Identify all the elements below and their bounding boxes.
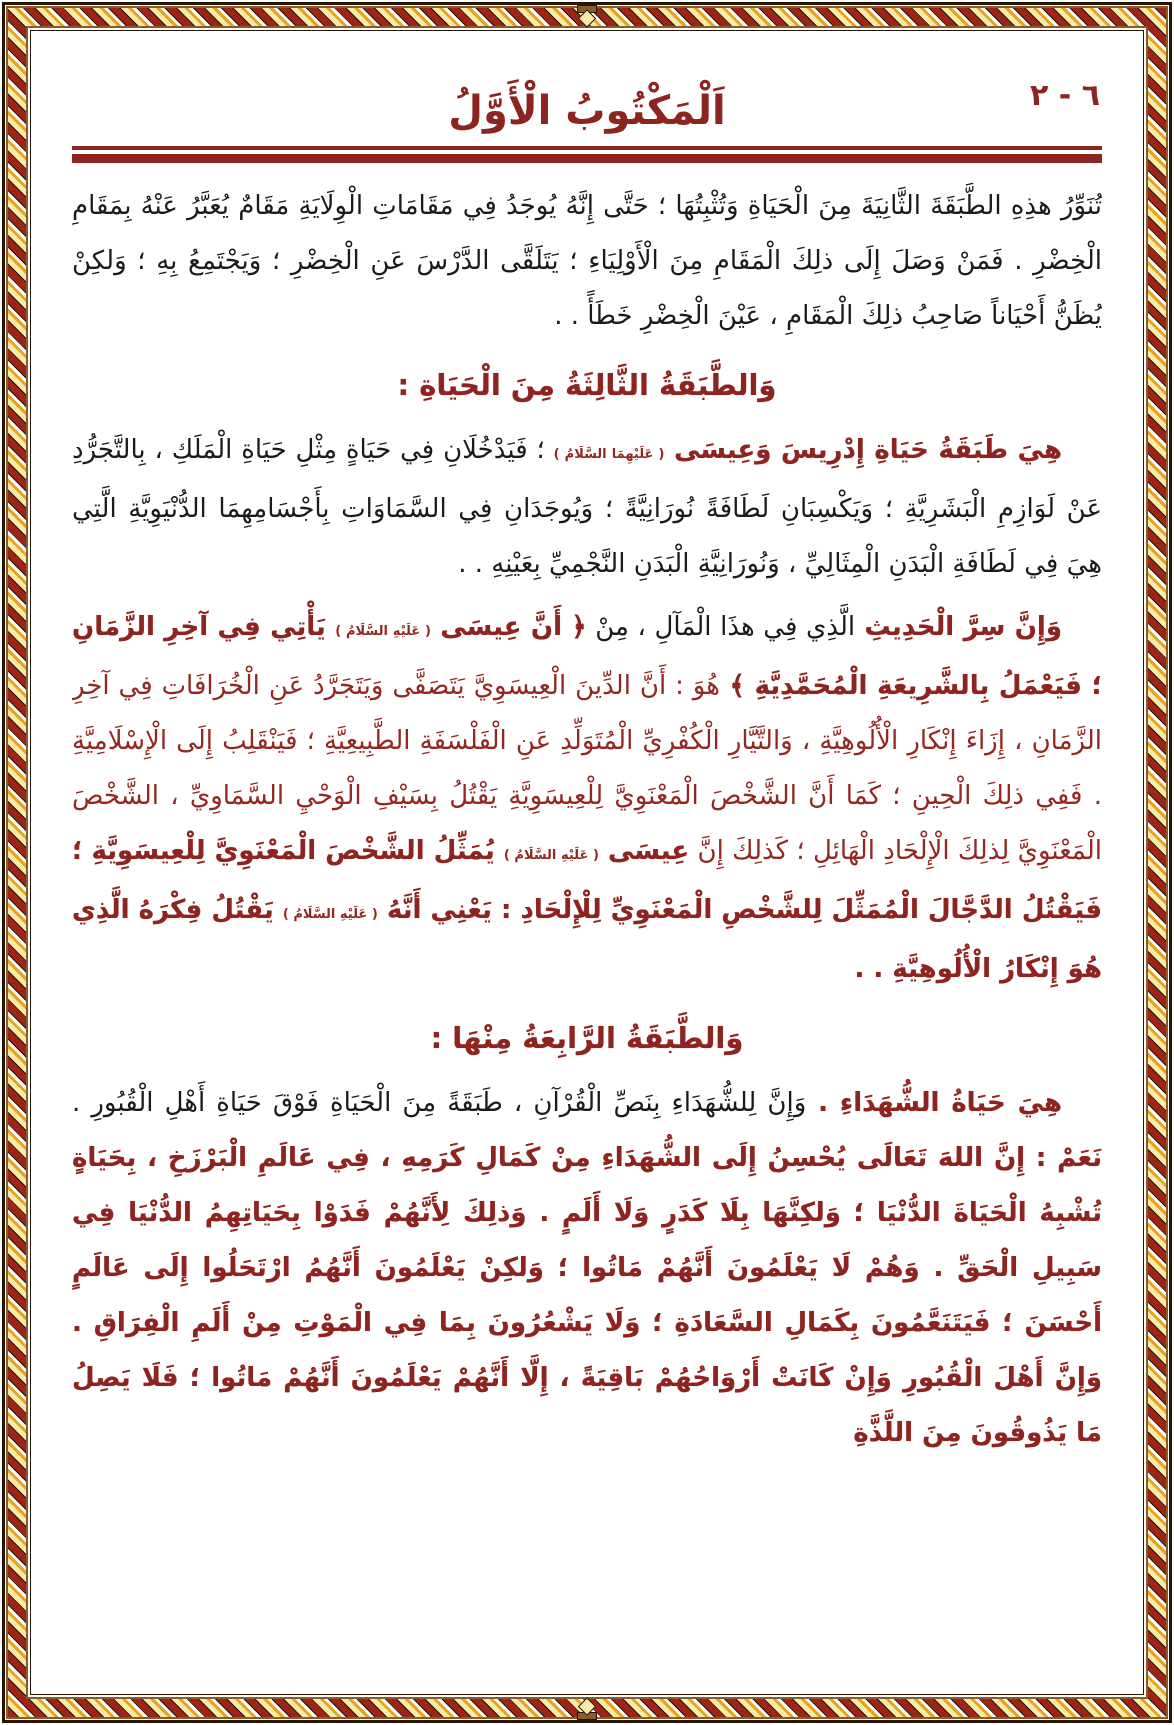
- text-segment: يَقْتُلُ فِكْرَهُ الَّذِي هُوَ إِنْكَارُ الْأُلُوهِيَّةِ . .: [72, 895, 1102, 984]
- text-segment: هِيَ حَيَاةُ الشُّهَدَاءِ .: [806, 1088, 1062, 1118]
- page-title: اَلْمَكْتُوبُ الْأَوَّلُ: [448, 88, 726, 134]
- text-segment: ؛ فَيَدْخُلَانِ فِي حَيَاةٍ مِثْلِ حَيَاةِ الْمَلَكِ ، بِالتَّجَرُّدِ عَنْ لَوَازِمِ الْبَشَرِيَّةِ ؛ وَيَكْسِبَانِ لَطَافَةً نُورَانِيَّةً ؛ وَيُوجَدَانِ فِي السَّمَاوَاتِ بِأَجْسَامِهِمَا الدُّنْيَوِيَّةِ الَّتِي هِيَ فِي لَطَافَةِ الْبَدَنِ الْمِثَالِيِّ ، وَنُورَانِيَّةِ الْبَدَنِ النَّجْمِيِّ بِعَيْنِهِ . .: [72, 435, 1102, 579]
- text-segment: هُوَ : أَنَّ الدِّينَ الْعِيسَوِيَّ يَتَصَفَّى وَيَتَجَرَّدُ عَنِ الْخُرَافَاتِ فِي آخِرِ الزَّمَانِ ، إِزَاءَ إِنْكَارِ الْأُلُوهِيَّةِ ، وَالتَّيَّارِ الْكُفْرِيِّ الْمُتَوَلِّدِ عَنِ الْفَلْسَفَةِ الطَّبِيعِيَّةِ ؛ فَيَنْقَلِبُ إِلَى الْإِسْلَامِيَّةِ . فَفِي ذلِكَ الْحِينِ ؛ كَمَا أَنَّ الشَّخْصَ الْمَعْنَوِيَّ لِلْعِيسَوِيَّةِ يَقْتُلُ بِسَيْفِ الْوَحْيِ السَّمَاوِيِّ ، الشَّخْصَ الْمَعْنَوِيَّ لِذلِكَ الْإِلْحَادِ الْهَائِلِ ؛ كَذلِكَ إِنَّ: [72, 671, 1102, 866]
- paragraph: [72, 423, 1102, 592]
- section-heading: وَالطَّبَقَةُ الرَّابِعَةُ مِنْهَا :: [430, 1021, 744, 1055]
- honorific-symbol: ( عَلَيْهِ السَّلَامُ ): [335, 624, 431, 639]
- honorific-symbol: ( عَلَيْهِ السَّلَامُ ): [503, 848, 599, 863]
- text-segment: الَّذِي فِي هذَا الْمَآلِ ، مِنْ: [586, 612, 856, 642]
- text-segment: تُنَوِّرُ هذِهِ الطَّبَقَةَ الثَّانِيَةَ مِنَ الْحَيَاةِ وَتُثْبِتُهَا ؛ حَتَّى إِنَّهُ يُوجَدُ فِي مَقَامَاتِ الْوِلَايَةِ مَقَامٌ يُعَبَّرُ عَنْهُ بِمَقَامِ الْخِضْرِ . فَمَنْ وَصَلَ إِلَى ذلِكَ الْمَقَامِ مِنَ الْأَوْلِيَاءِ ؛ يَتَلَقَّى الدَّرْسَ عَنِ الْخِضْرِ ؛ وَيَجْتَمِعُ بِهِ ؛ وَلكِنْ يُظَنُّ أَحْيَاناً صَاحِبُ ذلِكَ الْمَقَامِ ، عَيْنَ الْخِضْرِ خَطَأً . .: [72, 191, 1102, 331]
- text-segment: يُمَثِّلُ الشَّخْصَ الْمَعْنَوِيَّ لِلْعِيسَوِيَّةِ ؛ فَيَقْتُلُ الدَّجَّالَ الْمُمَثِّلَ لِلشَّخْصِ الْمَعْنَوِيِّ لِلْإِلْحَادِ : يَعْنِي أَنَّهُ: [72, 836, 1102, 925]
- paragraph: [72, 600, 1102, 997]
- page-number-marker: ٦ - ٢: [1030, 78, 1100, 113]
- text-segment: نَعَمْ : إِنَّ اللهَ تَعَالَى يُحْسِنُ إِلَى الشُّهَدَاءِ مِنْ كَمَالِ كَرَمِهِ ، فِي عَالَمِ الْبَرْزَخِ ، بِحَيَاةٍ تُشْبِهُ الْحَيَاةَ الدُّنْيَا ؛ وَلكِنَّهَا بِلَا كَدَرٍ وَلَا أَلَمٍ . وَذلِكَ لِأَنَّهُمْ فَدَوْا بِحَيَاتِهِمُ الدُّنْيَا فِي سَبِيلِ الْحَقِّ . وَهُمْ لَا يَعْلَمُونَ أَنَّهُمْ مَاتُوا ؛ وَلكِنْ يَعْلَمُونَ أَنَّهُمُ ارْتَحَلُوا إِلَى عَالَمٍ أَحْسَنَ ؛ فَيَتَنَعَّمُونَ بِكَمَالِ السَّعَادَةِ ؛ وَلَا يَشْعُرُونَ بِمَا فِي الْمَوْتِ مِنْ أَلَمِ الْفِرَاقِ . وَإِنَّ أَهْلَ الْقُبُورِ وَإِنْ كَانَتْ أَرْوَاحُهُمْ بَاقِيَةً ، إِلَّا أَنَّهُمْ يَعْلَمُونَ أَنَّهُمْ مَاتُوا ؛ فَلَا يَصِلُ مَا يَذُوقُونَ مِنَ اللَّذَّةِ: [72, 1143, 1102, 1448]
- page-content: [72, 38, 1102, 1685]
- honorific-symbol: ( عَلَيْهِ السَّلَامُ ): [282, 907, 378, 922]
- paragraph: [72, 1076, 1102, 1461]
- text-segment: هِيَ طَبَقَةُ حَيَاةِ إِدْرِيسَ وَعِيسَى: [664, 435, 1062, 465]
- body-text: [72, 179, 1102, 1461]
- text-segment: عِيسَى: [598, 836, 690, 866]
- text-segment: وَإِنَّ لِلشُّهَدَاءِ بِنَصِّ الْقُرْآنِ ، طَبَقَةً مِنَ الْحَيَاةِ فَوْقَ حَيَاةِ أَهْلِ الْقُبُورِ .: [72, 1088, 807, 1118]
- paragraph: [72, 179, 1102, 344]
- honorific-symbol: ( عَلَيْهِمَا السَّلَامُ ): [553, 447, 665, 462]
- text-segment: يَأْتِي فِي آخِرِ الزَّمَانِ ؛ فَيَعْمَلُ بِالشَّرِيعَةِ الْمُحَمَّدِيَّةِ ﴾: [72, 612, 1102, 701]
- text-segment: وَإِنَّ سِرَّ الْحَدِيثِ: [855, 612, 1062, 642]
- text-segment: ﴿ أَنَّ عِيسَى: [430, 612, 587, 642]
- section-heading: وَالطَّبَقَةُ الثَّالِثَةُ مِنَ الْحَيَاةِ :: [397, 368, 777, 402]
- title-divider-rule: [72, 146, 1102, 163]
